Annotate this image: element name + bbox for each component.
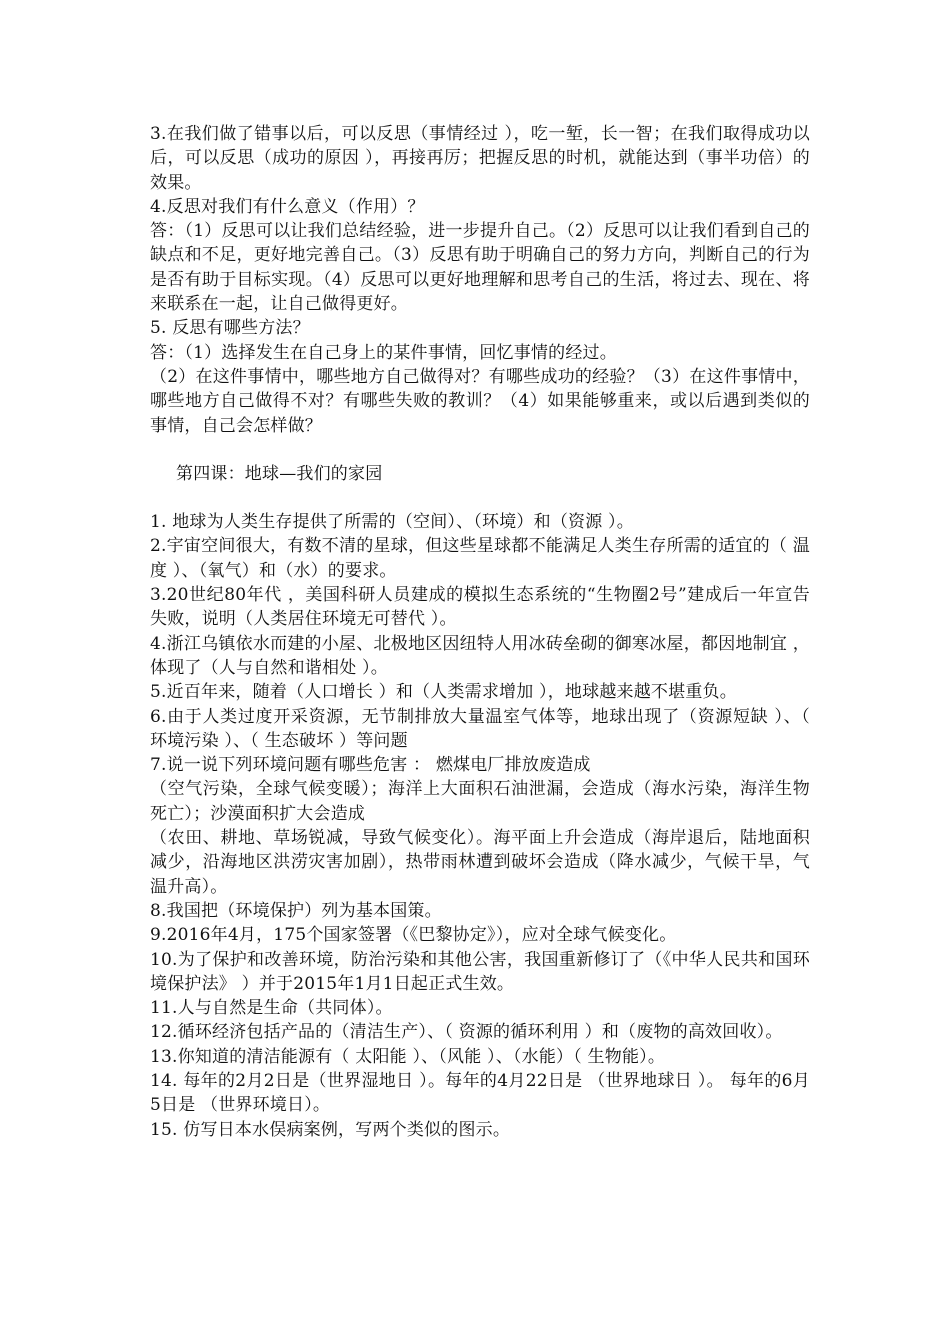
paragraph-l4-item-10: 10.为了保护和改善环境，防治污染和其他公害，我国重新修订了（《中华人民共和国环境保护法》 ）并于2015年1月1日起正式生效。	[150, 949, 810, 994]
section-spacer	[150, 486, 810, 510]
paragraph-q3-reflection-timing: 3.在我们做了错事以后，可以反思（事情经过 ），吃一堑，长一智；在我们取得成功以后，可以反思（成功的原因 ），再接再厉；把握反思的时机，就能达到（事半功倍）的效果。	[150, 124, 810, 193]
paragraph-l4-item-9: 9.2016年4月，175个国家签署（《巴黎协定》），应对全球气候变化。	[150, 925, 677, 946]
paragraph-l4-item-7-part2: （空气污染，全球气候变暖）；海洋上大面积石油泄漏，会造成（海水污染，海洋生物死亡）；沙漠面积扩大会造成	[150, 779, 810, 824]
paragraph-l4-item-11: 11.人与自然是生命（共同体）。	[150, 998, 393, 1019]
paragraph-l4-item-13: 13.你知道的清洁能源有（ 太阳能 ）、（风能 ）、（水能）（ 生物能）。	[150, 1046, 666, 1067]
lesson-title: 第四课：地球—我们的家园	[176, 463, 383, 484]
paragraph-q5-answer-2: （2）在这件事情中，哪些地方自己做得对？有哪些成功的经验？（3）在这件事情中，哪些地方自己做得不对？有哪些失败的教训？（4）如果能够重来，或以后遇到类似的事情，自己会怎样做？	[150, 366, 810, 436]
lesson4-section	[150, 510, 810, 1142]
paragraph-l4-item-12: 12.循环经济包括产品的（清洁生产）、（ 资源的循环利用 ）和（废物的高效回收）。	[150, 1022, 783, 1043]
paragraph-l4-item-3: 3.20世纪80年代 ，美国科研人员建成的模拟生态系统的“生物圈2号”建成后一年宣告失败，说明（人类居住环境无可替代 ）。	[150, 585, 810, 630]
paragraph-l4-item-4: 4.浙江乌镇依水而建的小屋、北极地区因纽特人用冰砖垒砌的御寒冰屋，都因地制宜 ，体现了（人与自然和谐相处 ）。	[150, 633, 810, 678]
section-spacer	[150, 438, 810, 462]
paragraph-q4-question: 4.反思对我们有什么意义（作用）？	[150, 196, 425, 217]
document-page	[150, 122, 810, 1142]
paragraph-l4-item-15: 15. 仿写日本水俣病案例，写两个类似的图示。	[150, 1119, 511, 1140]
paragraph-l4-item-6: 6.由于人类过度开采资源，无节制排放大量温室气体等，地球出现了（资源短缺 ）、（ 环境污染 ）、（ 生态破坏 ）等问题	[150, 706, 810, 751]
paragraph-l4-item-14: 14. 每年的2月2日是（世界湿地日 ）。每年的4月22日是 （世界地球日 ）。 每年的6月5日是 （世界环境日）。	[150, 1070, 810, 1116]
paragraph-l4-item-5: 5.近百年来，随着（人口增长 ）和（人类需求增加 ），地球越来越不堪重负。	[150, 682, 737, 703]
paragraph-l4-item-7: 7.说一说下列环境问题有哪些危害 ： 燃煤电厂排放废造成	[150, 755, 591, 776]
paragraph-q5-answer-1: 答：（1）选择发生在自己身上的某件事情，回忆事情的经过。	[150, 342, 617, 363]
paragraph-l4-item-1: 1. 地球为人类生存提供了所需的（空间）、（环境）和（资源 ）。	[150, 512, 634, 533]
paragraph-q5-question: 5. 反思有哪些方法？	[150, 318, 310, 339]
reflection-section	[150, 122, 810, 438]
paragraph-l4-item-8: 8.我国把（环境保护）列为基本国策。	[150, 900, 442, 921]
paragraph-l4-item-7-part3: （农田、耕地、草场锐减，导致气候变化）。海平面上升会造成（海岸退后，陆地面积减少，沿海地区洪涝灾害加剧），热带雨林遭到破坏会造成（降水减少，气候干旱，气温升高）。	[150, 828, 810, 897]
paragraph-q4-answer: 答：（1）反思可以让我们总结经验，进一步提升自己。（2）反思可以让我们看到自己的缺点和不足，更好地完善自己。（3）反思有助于明确自己的努力方向，判断自己的行为是否有助于目标实现。（4）反思可以更好地理解和思考自己的生活，将过去、现在、将来联系在一起，让自己做得更好。	[150, 221, 810, 315]
paragraph-l4-item-2: 2.宇宙空间很大，有数不清的星球，但这些星球都不能满足人类生存所需的适宜的（ 温度 ）、（氧气）和（水）的要求。	[150, 536, 810, 581]
